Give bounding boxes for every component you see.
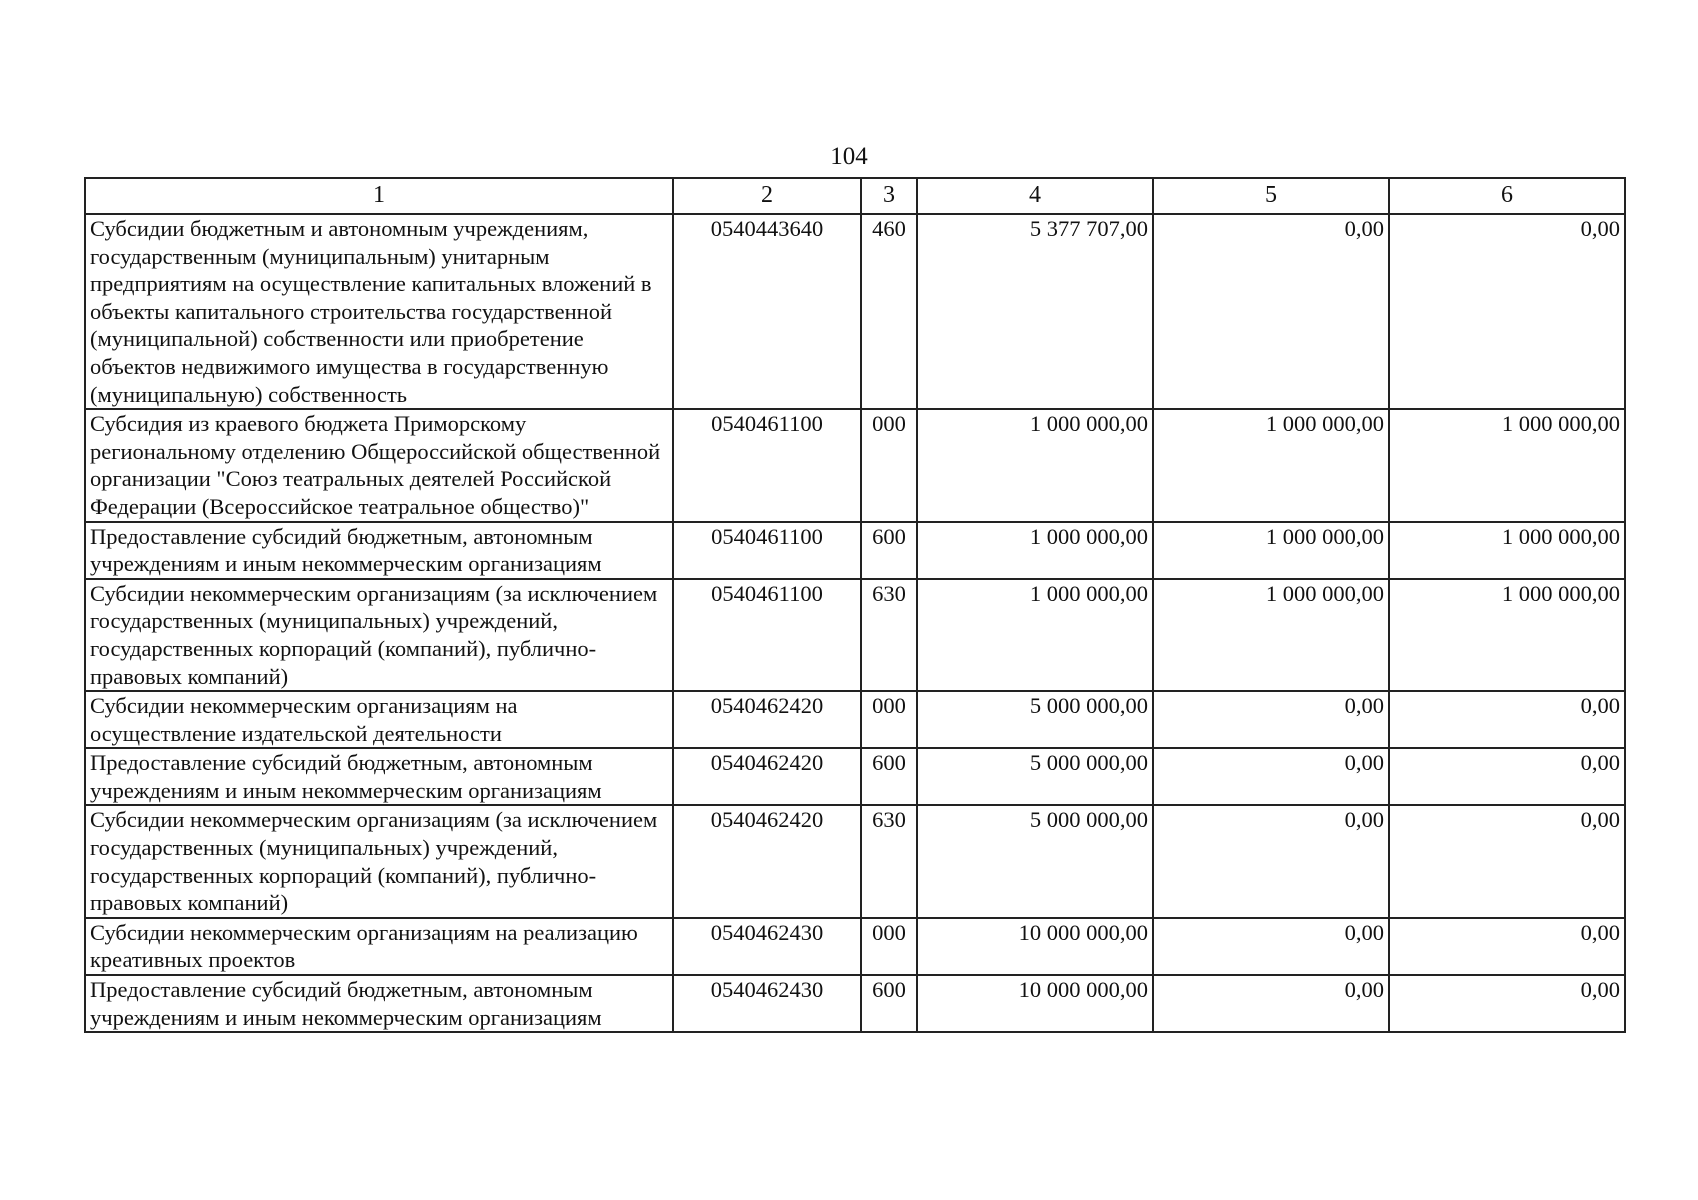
row-type: 000	[861, 691, 917, 748]
column-header: 3	[861, 178, 917, 214]
row-value-4: 1 000 000,00	[917, 522, 1153, 579]
row-code: 0540462430	[673, 918, 861, 975]
row-value-5: 0,00	[1153, 214, 1389, 409]
table-row	[85, 805, 1625, 917]
row-code: 0540461100	[673, 579, 861, 691]
row-name: Субсидии бюджетным и автономным учреждениям, государственным (муниципальным) унитарным предприятиям на осуществление капитальных вложений в объекты капитального строительства государственной (муниципальной) собственности или приобретение объектов недвижимого имущества в государственную (муниципальную) собственность	[85, 214, 673, 409]
table-row	[85, 975, 1625, 1032]
table-row	[85, 748, 1625, 805]
row-code: 0540461100	[673, 522, 861, 579]
column-header: 2	[673, 178, 861, 214]
row-value-6: 0,00	[1389, 975, 1625, 1032]
row-value-6: 0,00	[1389, 918, 1625, 975]
row-value-4: 1 000 000,00	[917, 409, 1153, 521]
row-value-4: 10 000 000,00	[917, 918, 1153, 975]
row-name: Субсидии некоммерческим организациям (за исключением государственных (муниципальных) учреждений, государственных корпораций (компаний), публично-правовых компаний)	[85, 805, 673, 917]
row-name: Субсидии некоммерческим организациям (за исключением государственных (муниципальных) учреждений, государственных корпораций (компаний), публично-правовых компаний)	[85, 579, 673, 691]
row-value-5: 0,00	[1153, 918, 1389, 975]
row-value-5: 0,00	[1153, 691, 1389, 748]
row-name: Предоставление субсидий бюджетным, автономным учреждениям и иным некоммерческим организациям	[85, 975, 673, 1032]
row-value-6: 0,00	[1389, 691, 1625, 748]
row-value-5: 0,00	[1153, 975, 1389, 1032]
row-value-6: 1 000 000,00	[1389, 409, 1625, 521]
row-name: Субсидии некоммерческим организациям на реализацию креативных проектов	[85, 918, 673, 975]
row-code: 0540461100	[673, 409, 861, 521]
row-type: 000	[861, 409, 917, 521]
row-value-4: 10 000 000,00	[917, 975, 1153, 1032]
budget-table	[84, 177, 1626, 1033]
row-value-5: 1 000 000,00	[1153, 579, 1389, 691]
column-header: 6	[1389, 178, 1625, 214]
row-value-4: 1 000 000,00	[917, 579, 1153, 691]
row-type: 460	[861, 214, 917, 409]
row-value-4: 5 377 707,00	[917, 214, 1153, 409]
row-value-5: 0,00	[1153, 805, 1389, 917]
column-header: 1	[85, 178, 673, 214]
row-value-5: 0,00	[1153, 748, 1389, 805]
row-value-6: 0,00	[1389, 805, 1625, 917]
row-code: 0540462430	[673, 975, 861, 1032]
row-code: 0540443640	[673, 214, 861, 409]
row-value-4: 5 000 000,00	[917, 748, 1153, 805]
row-type: 000	[861, 918, 917, 975]
row-name: Предоставление субсидий бюджетным, автономным учреждениям и иным некоммерческим организациям	[85, 522, 673, 579]
row-code: 0540462420	[673, 805, 861, 917]
table-header-row	[85, 178, 1625, 214]
table-row	[85, 522, 1625, 579]
row-code: 0540462420	[673, 748, 861, 805]
table-row	[85, 691, 1625, 748]
row-value-5: 1 000 000,00	[1153, 522, 1389, 579]
row-type: 630	[861, 579, 917, 691]
column-header: 4	[917, 178, 1153, 214]
row-type: 600	[861, 975, 917, 1032]
row-value-6: 0,00	[1389, 214, 1625, 409]
row-name: Субсидии некоммерческим организациям на осуществление издательской деятельности	[85, 691, 673, 748]
row-code: 0540462420	[673, 691, 861, 748]
row-value-4: 5 000 000,00	[917, 805, 1153, 917]
row-value-4: 5 000 000,00	[917, 691, 1153, 748]
table-row	[85, 579, 1625, 691]
row-name: Субсидия из краевого бюджета Приморскому региональному отделению Общероссийской общественной организации "Союз театральных деятелей Российской Федерации (Всероссийское театральное общество)"	[85, 409, 673, 521]
row-name: Предоставление субсидий бюджетным, автономным учреждениям и иным некоммерческим организациям	[85, 748, 673, 805]
row-value-6: 0,00	[1389, 748, 1625, 805]
table-row	[85, 409, 1625, 521]
table-row	[85, 918, 1625, 975]
row-value-6: 1 000 000,00	[1389, 522, 1625, 579]
row-value-6: 1 000 000,00	[1389, 579, 1625, 691]
row-type: 600	[861, 748, 917, 805]
row-type: 630	[861, 805, 917, 917]
row-type: 600	[861, 522, 917, 579]
row-value-5: 1 000 000,00	[1153, 409, 1389, 521]
column-header: 5	[1153, 178, 1389, 214]
table-row	[85, 214, 1625, 409]
page-number: 104	[830, 143, 868, 170]
